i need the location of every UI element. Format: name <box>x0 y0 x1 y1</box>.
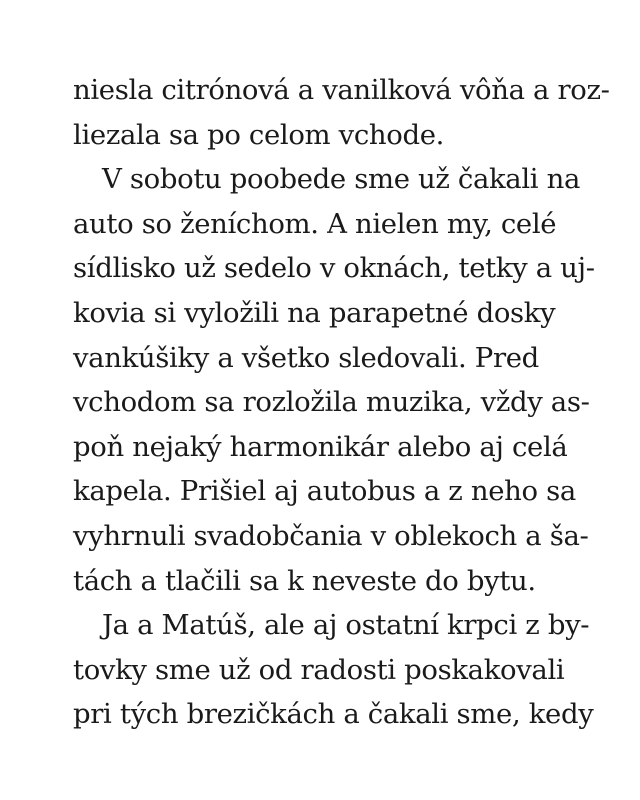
text-line: vankúšiky a všetko sledovali. Pred <box>73 341 539 374</box>
text-line: tovky sme už od radosti poskakovali <box>73 653 565 686</box>
paragraph-first-line: V sobotu poobede sme už čakali na <box>102 163 581 196</box>
text-line: vyhrnuli svadobčania v oblekoch a ša- <box>73 519 589 552</box>
text-line: kapela. Prišiel aj autobus a z neho sa <box>73 475 576 508</box>
text-line: niesla citrónová a vanilková vôňa a roz- <box>73 74 610 106</box>
text-line: poň nejaký harmonikár alebo aj celá <box>73 430 568 463</box>
text-line: sídlisko už sedelo v oknách, tetky a uj- <box>73 252 595 285</box>
text-line: vchodom sa rozložila muzika, vždy as- <box>73 386 590 419</box>
text-line: pri tých brezičkách a čakali sme, kedy <box>73 698 594 731</box>
text-line: kovia si vyložili na parapetné dosky <box>73 296 556 329</box>
text-line: liezala sa po celom vchode. <box>73 118 445 151</box>
body-text <box>73 68 610 737</box>
text-line: auto so ženíchom. A nielen my, celé <box>73 207 557 240</box>
text-line: tách a tlačili sa k neveste do bytu. <box>73 564 536 597</box>
paragraph-first-line: Ja a Matúš, ale aj ostatní krpci z by- <box>102 609 590 642</box>
